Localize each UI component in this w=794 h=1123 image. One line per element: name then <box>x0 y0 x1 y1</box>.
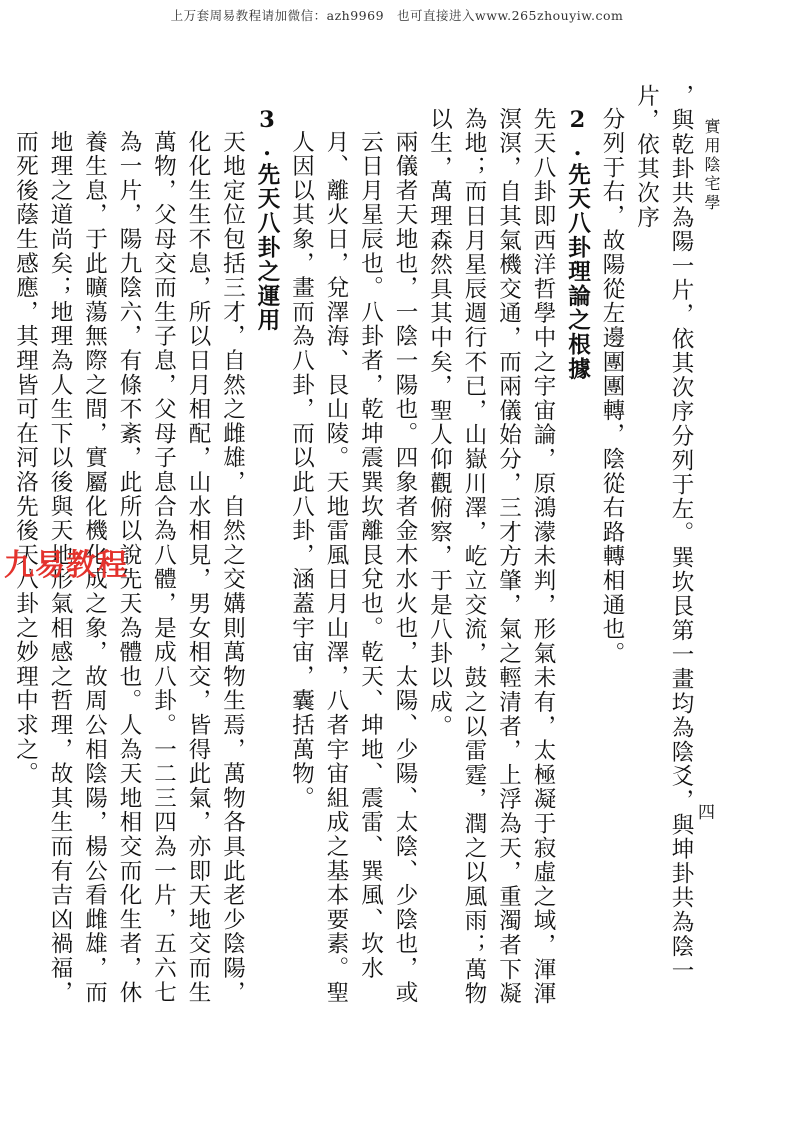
paragraph-liangyi: 兩儀者天地也，一陰一陽也。四象者金木水火也，太陽、少陽、太陰、少陰也，或云日月星辰也。八卦者，乾坤震巽坎離艮兌也。乾天、坤地、震雷、巽風、坎水月、離火日，兌澤海、艮山陵。天地雷風日月山澤，八者宇宙組成之基本要素。聖人因以其象，畫而為八卦，而以此八卦，涵蓋宇宙，囊括萬物。 <box>288 130 418 1005</box>
paragraph-application: 天地定位包括三才，自然之雌雄，自然之交媾則萬物生焉，萬物各具此老少陰陽，化化生生不息，所以日月相配，山水相見，男女相交，皆得此氣，亦即天地交而生萬物，父母交而生子息，父母子息合為八體，是成八卦。一二三四為一片，五六七為一片，陽九陰六，有條不紊，此所以說先天為體也。人為天地相交而化生者，休養生息，于此曠蕩無際之間，實屬化機化成之象，故周公相陰陽，楊公看雌雄，而地理之道尚矣；地理為人生下以後與天地形氣相感之哲理，故其生而有吉凶禍福，而死後蔭生感應，其理皆可在河洛先後天八卦之妙理中求之。 <box>12 130 246 1005</box>
running-header-title: 實用陰宅學 <box>702 118 721 213</box>
page-number: 四 <box>698 803 715 823</box>
paragraph-continuation: ，與乾卦共為陽一片，依其次序分列于左。巽坎艮第一畫均為陰爻，與坤卦共為陰一片，依其次序 <box>633 84 694 984</box>
paragraph-theory: 先天八卦即西洋哲學中之宇宙論，原鴻濛未判，形氣未有，太極凝于寂虛之域，渾渾溟溟，自其氣機交通，而兩儀始分，三才方肇，氣之輕清者，上浮為天，重濁者下凝為地；而日月星辰週行不已，山嶽川澤，屹立交流，鼓之以雷霆，潤之以風雨；萬物以生，萬理森然具其中矣，聖人仰觀俯察，于是八卦以成。 <box>426 107 556 1007</box>
top-banner: 上万套周易教程请加微信：azh9969 也可直接进入www.265zhouyiw.com <box>170 8 624 23</box>
section-heading-3: 3.先天八卦之運用 <box>254 107 280 333</box>
watermark-logo: 九易教程 <box>4 548 128 583</box>
paragraph-continuation-2: 分列于右，故陽從左邊團團轉，陰從右路轉相通也。 <box>599 107 625 666</box>
section-heading-2: 2.先天八卦理論之根據 <box>564 107 591 382</box>
